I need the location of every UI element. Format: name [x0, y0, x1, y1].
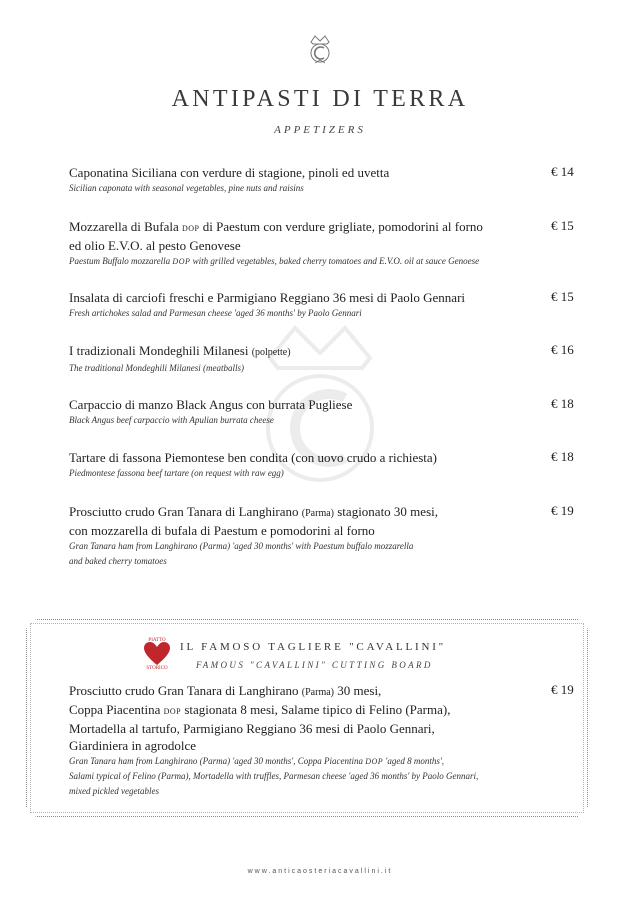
- badge-bottom-text: STORICO: [146, 666, 168, 670]
- item-price: € 18: [551, 449, 574, 464]
- item-name-line2: con mozzarella di bufala di Paestum e pomodorini al forno: [69, 523, 375, 538]
- menu-item: [69, 396, 569, 428]
- item-price: € 15: [551, 218, 574, 233]
- item-translation: Fresh artichokes salad and Parmesan cheese 'aged 36 months' by Paolo Gennari: [69, 308, 362, 318]
- item-price: € 15: [551, 289, 574, 304]
- item-price: € 19: [551, 503, 574, 518]
- board-subtitle: FAMOUS "CAVALLINI" CUTTING BOARD: [196, 660, 433, 670]
- board-translation-1: Gran Tanara ham from Langhirano (Parma) 'aged 30 months', Coppa Piacentina DOP 'aged 8 months',: [69, 756, 445, 766]
- item-name: Mozzarella di Bufala DOP di Paestum con verdure grigliate, pomodorini al forno: [69, 219, 483, 234]
- menu-item: [69, 449, 569, 481]
- board-line-4: Giardiniera in agrodolce: [69, 738, 197, 753]
- item-price: € 16: [551, 342, 574, 357]
- website-link[interactable]: www.anticaosteriacavallini.it: [247, 868, 393, 875]
- item-name: Prosciutto crudo Gran Tanara di Langhirano (Parma) stagionato 30 mesi,: [69, 504, 438, 519]
- board-price: € 19: [551, 682, 574, 697]
- item-translation: Black Angus beef carpaccio with Apulian burrata cheese: [69, 415, 274, 425]
- item-name: Insalata di carciofi freschi e Parmigiano Reggiano 36 mesi di Paolo Gennari: [69, 290, 466, 305]
- board-line-2: Coppa Piacentina DOP stagionata 8 mesi, Salame tipico di Felino (Parma),: [69, 702, 451, 717]
- item-translation: The traditional Mondeghili Milanesi (meatballs): [69, 363, 244, 373]
- item-translation: Gran Tanara ham from Langhirano (Parma) 'aged 30 months' with Paestum buffalo mozzarella: [69, 541, 414, 551]
- menu-item: [69, 503, 569, 569]
- page-title: ANTIPASTI DI TERRA: [171, 86, 469, 112]
- board-line-3: Mortadella al tartufo, Parmigiano Reggiano 36 mesi di Paolo Gennari,: [69, 721, 435, 736]
- item-translation: Paestum Buffalo mozzarella DOP with grilled vegetables, baked cherry tomatoes and E.V.O. oil at sauce Genoese: [69, 256, 480, 266]
- item-translation-line2: and baked cherry tomatoes: [69, 556, 167, 566]
- item-price: € 14: [551, 164, 574, 179]
- board-item: [69, 682, 549, 799]
- heart-badge-icon: [140, 636, 174, 670]
- item-name: Tartare di fassona Piemontese ben condita (con uovo crudo a richiesta): [69, 450, 438, 465]
- board-translation-3: mixed pickled vegetables: [69, 786, 159, 796]
- menu-item: [69, 164, 569, 196]
- item-name: Carpaccio di manzo Black Angus con burrata Pugliese: [69, 397, 353, 412]
- badge-top-text: PIATTO: [148, 638, 166, 643]
- item-translation: Sicilian caponata with seasonal vegetables, pine nuts and raisins: [69, 183, 304, 193]
- menu-item: [69, 289, 569, 321]
- logo-icon: [306, 32, 334, 66]
- item-name: Caponatina Siciliana con verdure di stagione, pinoli ed uvetta: [69, 165, 390, 180]
- item-price: € 18: [551, 396, 574, 411]
- menu-item: [69, 218, 569, 269]
- item-name: I tradizionali Mondeghili Milanesi (polpette): [69, 343, 291, 358]
- item-translation: Piedmontese fassona beef tartare (on request with raw egg): [69, 468, 284, 478]
- board-line-1: Prosciutto crudo Gran Tanara di Langhirano (Parma) 30 mesi,: [69, 683, 382, 698]
- item-name-line2: ed olio E.V.O. al pesto Genovese: [69, 238, 241, 253]
- page-subtitle: APPETIZERS: [274, 124, 366, 136]
- board-title: IL FAMOSO TAGLIERE "CAVALLINI": [180, 641, 446, 653]
- menu-item: [69, 342, 569, 376]
- board-translation-2: Salami typical of Felino (Parma), Mortadella with truffles, Parmesan cheese 'aged 36 months' by Paolo Gennari,: [69, 771, 479, 781]
